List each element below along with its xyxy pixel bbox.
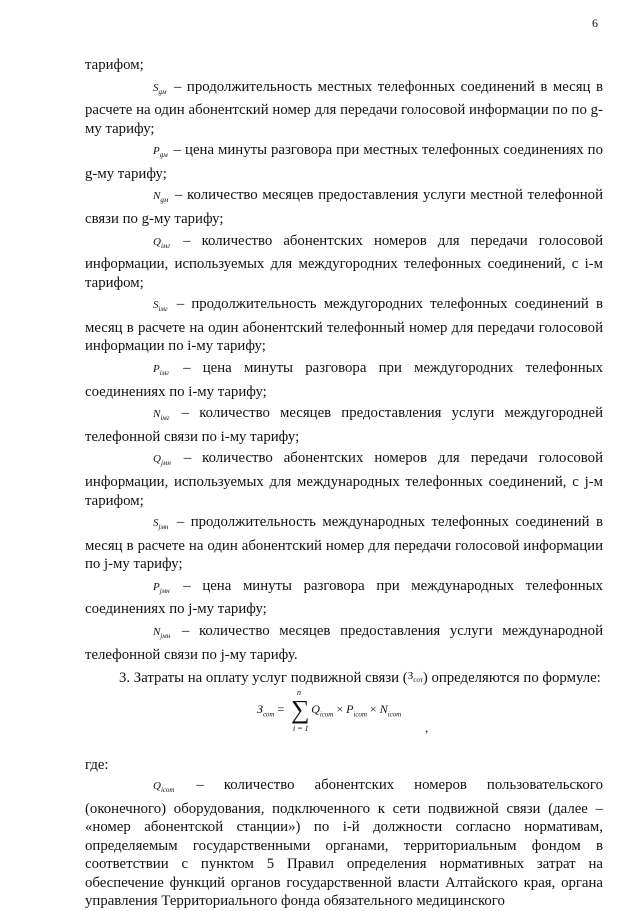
symbol: $P_{jмн}$ <box>153 580 170 595</box>
symbol: $P_{gм}$ <box>153 145 168 160</box>
symbol: $Q_{jмн}$ <box>153 453 171 468</box>
formula-expression: $З_{сот} = Q_{iсот} \times P_{iсот} \times N_{iсот}$ <box>257 701 402 719</box>
formula <box>85 687 603 750</box>
def-q-img: $Q_{iмг}$ – количество абонентских номеров для передачи голосовой информации, используемых для междугородних телефонных соединений, с i-м тарифом; <box>85 232 603 291</box>
section-3-intro: 3. Затраты на оплату услуг подвижной связи ($^{З_{сот}}$) определяются по формуле: <box>119 670 601 687</box>
formula-comma: , <box>425 719 429 735</box>
symbol: $S_{gм}$ <box>153 81 167 96</box>
def-p-gm: $P_{gм}$ – цена минуты разговора при местных телефонных соединениях по g-му тарифу; <box>85 142 603 182</box>
symbol: $S_{jмн}$ <box>153 517 169 532</box>
symbol: $N_{jмн}$ <box>153 625 171 641</box>
def-n-img: $N_{iмг}$ – количество месяцев предоставления услуги междугородней телефонной связи по i-му тарифу; <box>85 405 603 445</box>
symbol: $Q_{iсот}$ <box>153 780 175 795</box>
symbol: Зсот <box>407 670 423 685</box>
sigma-symbol: ∑ <box>291 694 310 724</box>
document-body <box>85 56 603 911</box>
symbol: $N_{iмг}$ <box>153 408 170 423</box>
def-n-gm: $N_{gм}$ – количество месяцев предоставления услуги местной телефонной связи по g-му тарифу; <box>85 187 603 228</box>
def-q-isot: $Q_{iсот}$ – количество абонентских номеров пользовательского (оконечного) оборудования, подключенного к сети подвижной связи (далее – «номер абонентской станции») по i-й должности согласно нормативам, определяемым государственными органами, территориальным фондом в соответствии с пунктом 5 Правил определения нормативных затрат на обеспечение функций органов государственной власти Алтайского края, органа управления Территориального фонда обязательного медицинского <box>85 777 603 910</box>
page-number: 6 <box>592 16 598 30</box>
symbol: $P_{iмг}$ <box>153 362 169 378</box>
def-s-jmn: $S_{jмн}$ – продолжительность международных телефонных соединений в месяц в расчете на один абонентский номер для передачи голосовой информации по j-му тарифу; <box>85 514 603 573</box>
symbol: $N_{gм}$ <box>153 190 169 205</box>
def-q-jmn: $Q_{jмн}$ – количество абонентских номеров для передачи голосовой информации, используемых для международных телефонных соединений, с j-м тарифом; <box>85 450 603 509</box>
sum-upper-limit: n <box>297 687 301 697</box>
paragraph-tail: тарифом; <box>85 57 144 73</box>
where-label: где: <box>85 756 109 773</box>
symbol: $Q_{iмг}$ <box>153 235 171 250</box>
sum-lower-limit: i = 1 <box>293 723 309 733</box>
def-n-jmn: $N_{jмн}$ – количество месяцев предоставления услуги международной телефонной связи по j-му тарифу. <box>85 622 603 663</box>
def-s-gm: $S_{gм}$ – продолжительность местных телефонных соединений в месяц в расчете на один абонентский номер для передачи голосовой информации по по g-му тарифу; <box>85 78 603 137</box>
symbol: $S_{iмг}$ <box>153 299 168 314</box>
def-s-img: $S_{iмг}$ – продолжительность междугородних телефонных соединений в месяц в расчете на один абонентский телефонный номер для передачи голосовой информации по i-му тарифу; <box>85 296 603 355</box>
def-p-jmn: $P_{jмн}$ – цена минуты разговора при международных телефонных соединениях по j-му тарифу; <box>85 577 603 618</box>
def-p-img: $P_{iмг}$ – цена минуты разговора при междугородних телефонных соединениях по i-му тарифу; <box>85 359 603 400</box>
